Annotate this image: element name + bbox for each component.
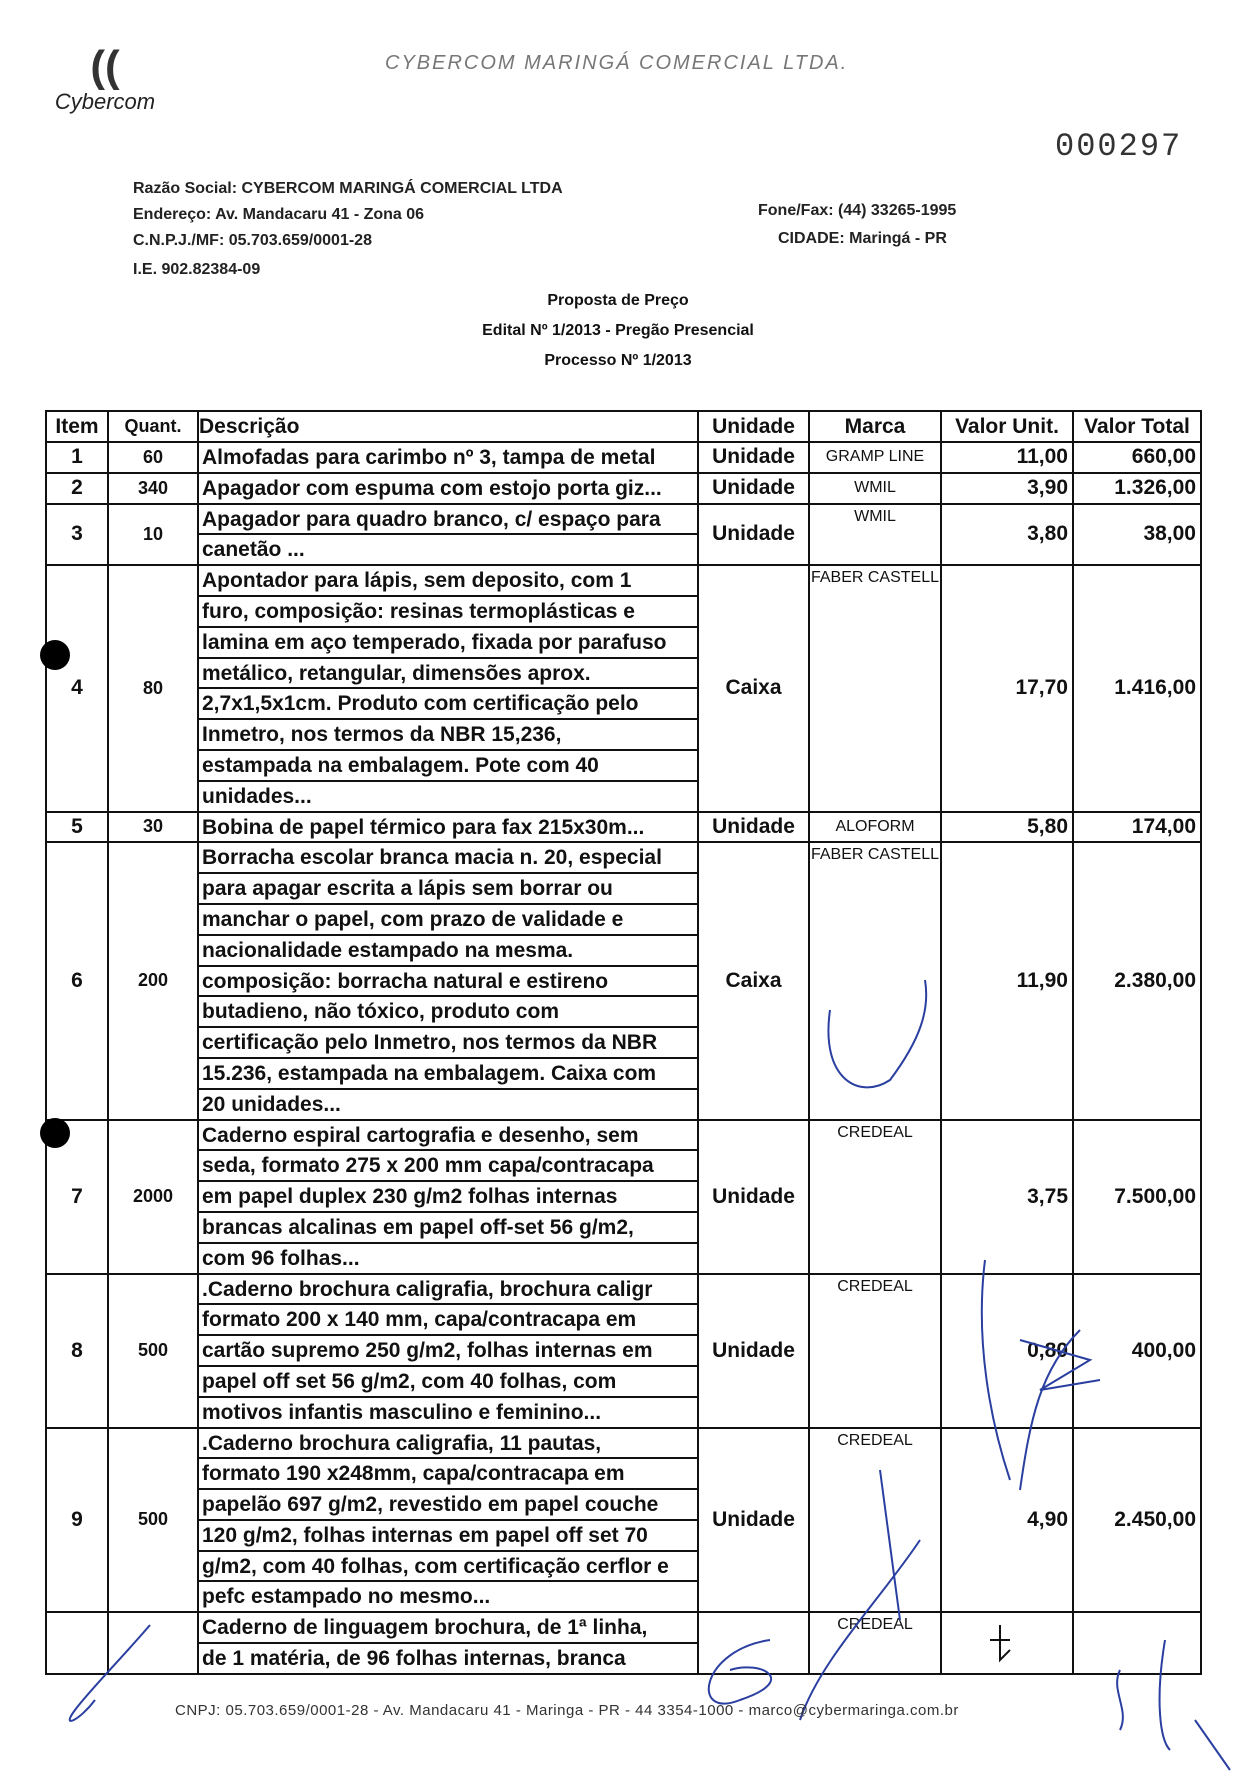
header-quant: Quant. (108, 411, 198, 442)
document-number: 000297 (1055, 128, 1183, 165)
description-line: nacionalidade estampado na mesma. (199, 936, 697, 967)
description-line: Apagador para quadro branco, c/ espaço para (199, 505, 697, 536)
quantity: 200 (108, 842, 198, 1119)
item-number: 9 (46, 1428, 108, 1613)
description-line: Apagador com espuma com estojo porta giz... (202, 476, 662, 500)
cidade: CIDADE: Maringá - PR (778, 230, 947, 247)
description-line: Inmetro, nos termos da NBR 15,236, (199, 720, 697, 751)
unit-type: Unidade (698, 473, 809, 504)
brand: FABER CASTELL (809, 565, 941, 811)
initials-stroke (1117, 1670, 1123, 1730)
description-line: Bobina de papel térmico para fax 215x30m... (202, 815, 645, 839)
unit-price: 4,90 (941, 1428, 1073, 1613)
description-line: papelão 697 g/m2, revestido em papel couche (199, 1490, 697, 1521)
total-price: 1.416,00 (1073, 565, 1201, 811)
description-line: papel off set 56 g/m2, com 40 folhas, com (199, 1367, 697, 1398)
description-line: seda, formato 275 x 200 mm capa/contracapa (199, 1151, 697, 1182)
description-line: motivos infantis masculino e feminino... (202, 1400, 602, 1424)
header-item: Item (46, 411, 108, 442)
description-line: 15.236, estampada na embalagem. Caixa com (199, 1059, 697, 1090)
processo-title: Processo Nº 1/2013 (544, 352, 692, 369)
signature-stroke (1160, 1640, 1230, 1770)
unit-type: Caixa (698, 842, 809, 1119)
brand: CREDEAL (809, 1274, 941, 1428)
quantity: 2000 (108, 1120, 198, 1274)
description-line: g/m2, com 40 folhas, com certificação cerflor e (199, 1552, 697, 1583)
brand: WMIL (809, 504, 941, 566)
total-price: 7.500,00 (1073, 1120, 1201, 1274)
logo-text: Cybercom (54, 89, 156, 114)
total-price: 2.450,00 (1073, 1428, 1201, 1613)
brand: CREDEAL (809, 1428, 941, 1613)
description-line: .Caderno brochura caligrafia, brochura caligr (199, 1275, 697, 1306)
unit-type: Unidade (698, 1428, 809, 1613)
unit-price: 17,70 (941, 565, 1073, 811)
description-line: formato 200 x 140 mm, capa/contracapa em (199, 1305, 697, 1336)
brand: GRAMP LINE (809, 442, 941, 473)
description-line: Borracha escolar branca macia n. 20, especial (199, 843, 697, 874)
total-price: 38,00 (1073, 504, 1201, 566)
description-line: brancas alcalinas em papel off-set 56 g/m2, (199, 1213, 697, 1244)
description-line: lamina em aço temperado, fixada por parafuso (199, 628, 697, 659)
description-line: furo, composição: resinas termoplásticas e (199, 597, 697, 628)
quantity: 60 (108, 442, 198, 473)
proposal-title: Proposta de Preço (547, 292, 689, 309)
signature-stroke (828, 980, 926, 1087)
description-line: em papel duplex 230 g/m2 folhas internas (199, 1182, 697, 1213)
item-number: 6 (46, 842, 108, 1119)
unit-type: Caixa (698, 565, 809, 811)
description-line: certificação pelo Inmetro, nos termos da NBR (199, 1028, 697, 1059)
description-line: estampada na embalagem. Pote com 40 (199, 751, 697, 782)
signature-stroke (709, 1640, 771, 1704)
header-unidade: Unidade (698, 411, 809, 442)
cnpj: C.N.P.J./MF: 05.703.659/0001-28 (133, 232, 372, 249)
item-number: 8 (46, 1274, 108, 1428)
quantity: 80 (108, 565, 198, 811)
company-letterhead: CYBERCOM MARINGÁ COMERCIAL LTDA. (385, 52, 849, 74)
description-line: Apontador para lápis, sem deposito, com 1 (199, 566, 697, 597)
brand: WMIL (809, 473, 941, 504)
item-number: 4 (46, 565, 108, 811)
description-line: de 1 matéria, de 96 folhas internas, branca (202, 1647, 626, 1671)
description-line: butadieno, não tóxico, produto com (199, 997, 697, 1028)
description-line: Almofadas para carimbo nº 3, tampa de metal (202, 446, 656, 469)
item-number: 2 (46, 473, 108, 504)
description-line: manchar o papel, com prazo de validade e (199, 905, 697, 936)
unit-type: Unidade (698, 442, 809, 473)
brand: CREDEAL (809, 1120, 941, 1274)
header-marca: Marca (809, 411, 941, 442)
quantity: 10 (108, 504, 198, 566)
description-line: 2,7x1,5x1cm. Produto com certificação pelo (199, 689, 697, 720)
signature-stroke (800, 1470, 920, 1720)
description-line: com 96 folhas... (202, 1246, 360, 1270)
handwritten-page-number (990, 1625, 1010, 1660)
unit-price: 11,90 (941, 842, 1073, 1119)
logo-mark-icon: (( (90, 42, 120, 91)
item-number: 5 (46, 812, 108, 843)
unit-price: 3,75 (941, 1120, 1073, 1274)
unit-type: Unidade (698, 1120, 809, 1274)
initials-stroke (70, 1625, 150, 1721)
unit-price: 3,80 (941, 504, 1073, 566)
inscricao-estadual: I.E. 902.82384-09 (133, 261, 261, 278)
unit-price: 3,90 (941, 473, 1073, 504)
quantity: 30 (108, 812, 198, 843)
description-line: metálico, retangular, dimensões aprox. (199, 659, 697, 690)
description-line: 20 unidades... (202, 1092, 341, 1116)
description-line: Caderno de linguagem brochura, de 1ª linha, (199, 1613, 697, 1644)
total-price: 400,00 (1073, 1274, 1201, 1428)
unit-type: Unidade (698, 812, 809, 843)
description-line: 120 g/m2, folhas internas em papel off set 70 (199, 1521, 697, 1552)
unit-type: Unidade (698, 1274, 809, 1428)
quantity: 340 (108, 473, 198, 504)
description-line: .Caderno brochura caligrafia, 11 pautas, (199, 1429, 697, 1460)
total-price: 1.326,00 (1073, 473, 1201, 504)
brand: FABER CASTELL (809, 842, 941, 1119)
description-line: unidades... (202, 784, 312, 808)
brand: CREDEAL (809, 1612, 941, 1674)
total-price: 660,00 (1073, 442, 1201, 473)
endereco: Endereço: Av. Mandacaru 41 - Zona 06 (133, 206, 425, 223)
description-line: formato 190 x248mm, capa/contracapa em (199, 1459, 697, 1490)
item-number: 7 (46, 1120, 108, 1274)
total-price: 174,00 (1073, 812, 1201, 843)
description-line: Caderno espiral cartografia e desenho, sem (199, 1121, 697, 1152)
brand: ALOFORM (809, 812, 941, 843)
unit-price: 5,80 (941, 812, 1073, 843)
description-line: para apagar escrita a lápis sem borrar ou (199, 874, 697, 905)
total-price: 2.380,00 (1073, 842, 1201, 1119)
item-number: 1 (46, 442, 108, 473)
header-descricao: Descrição (198, 411, 698, 442)
fone-fax: Fone/Fax: (44) 33265-1995 (758, 202, 957, 219)
unit-price: 0,80 (941, 1274, 1073, 1428)
signature-stroke (1020, 1340, 1100, 1390)
quantity: 500 (108, 1274, 198, 1428)
footer-contact: CNPJ: 05.703.659/0001-28 - Av. Mandacaru 41 - Maringa - PR - 44 3354-1000 - marco@cybermaringa.com.br (175, 1702, 959, 1719)
unit-type: Unidade (698, 504, 809, 566)
description-line: composição: borracha natural e estireno (199, 967, 697, 998)
item-number: 3 (46, 504, 108, 566)
description-line: pefc estampado no mesmo... (202, 1585, 491, 1609)
razao-social: Razão Social: CYBERCOM MARINGÁ COMERCIAL LTDA (133, 180, 563, 197)
description-line: canetão ... (202, 538, 305, 562)
header-valor-unit: Valor Unit. (941, 411, 1073, 442)
edital-title: Edital Nº 1/2013 - Pregão Presencial (482, 322, 754, 339)
unit-price: 11,00 (941, 442, 1073, 473)
quantity: 500 (108, 1428, 198, 1613)
header-valor-total: Valor Total (1073, 411, 1201, 442)
description-line: cartão supremo 250 g/m2, folhas internas em (199, 1336, 697, 1367)
